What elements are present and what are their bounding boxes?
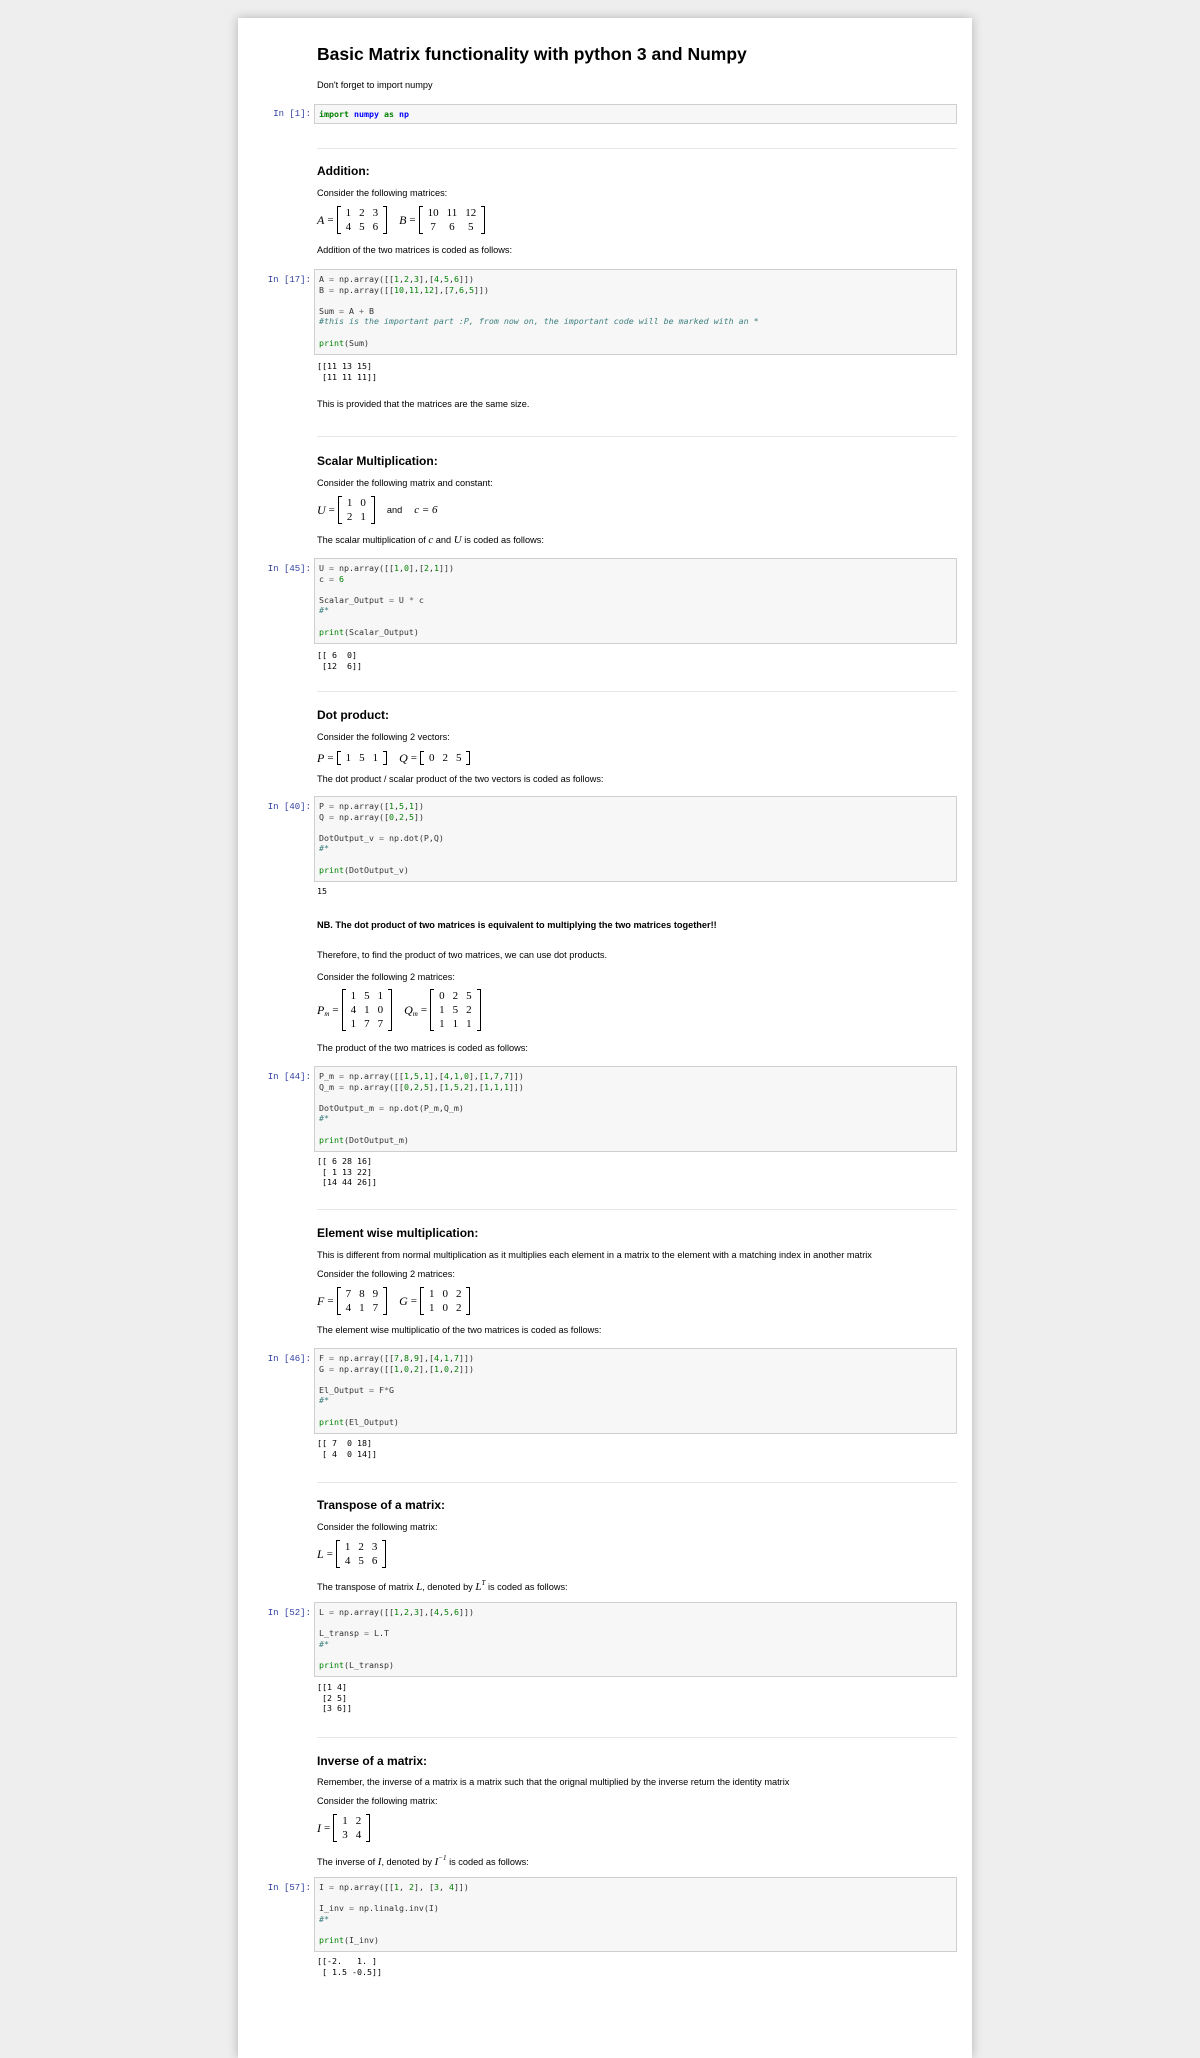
code-cell-dot-matrix[interactable]: P_m = np.array([[1,5,1],[4,1,0],[1,7,7]]) Q_m = np.array([[0,2,5],[1,5,2],[1,1,1]]) DotOutput_m = np.dot(P_m,Q_m) #* print(DotOutput_m) [314,1066,957,1152]
matrix-entry: 0 [428,752,435,764]
left-bracket [337,206,341,234]
matrix-entry: 3 [342,1829,348,1841]
matrix-entry: 3 [372,207,379,219]
matrix-entry: 0 [442,1288,448,1300]
left-bracket [342,989,346,1031]
addition-text-2: Addition of the two matrices is coded as follows: [317,245,513,255]
matrix-entry: 7 [430,221,436,233]
matrix-entry: 1 [428,1302,435,1314]
matrix-entry: 4 [345,1302,352,1314]
matrix-equation-U: U = 1 0 2 1 and c = 6 [317,497,438,523]
cell-prompt: In [44]: [267,1072,311,1082]
matrix-equation-I: I = 1 2 3 4 [317,1812,370,1844]
matrix-entry: 3 [371,1541,378,1553]
dot-heading: Dot product: [317,708,389,722]
output-inverse: [[-2. 1. ] [ 1.5 -0.5]] [317,1956,382,1977]
cell-prompt: In [40]: [267,802,311,812]
matrix-entry: 1 [345,207,352,219]
matrix-entry: 5 [359,221,365,233]
matrix-entry: 5 [467,221,474,233]
matrix-equation-FG: F = 7 8 9 4 1 7 G = 1 0 2 1 0 2 [317,1285,470,1317]
left-bracket [333,1814,337,1842]
matrix-entry: 7 [377,1018,384,1030]
matrix-entry: 0 [360,497,366,509]
matrix-entry: 6 [371,1555,378,1567]
cell-prompt: In [57]: [267,1883,311,1893]
matrix-entry: 7 [372,1302,379,1314]
cell-prompt: In [52]: [267,1608,311,1618]
elementwise-text-3: The element wise multiplicatio of the two matrices is coded as follows: [317,1325,602,1335]
inverse-text-3: The inverse of I, denoted by $I^{-1}$ is coded as follows: [317,1854,529,1868]
matrix-entry: 10 [427,207,439,219]
matrix-entry: 8 [359,1288,365,1300]
matrix-entry: 2 [346,511,353,523]
left-bracket [337,751,341,765]
matrix-entry: 1 [377,990,384,1002]
matrix-entry: 1 [439,1018,445,1030]
matrix-L [336,1540,387,1568]
right-bracket [388,989,392,1031]
matrix-equation-AB: A = 1 2 3 4 5 6 B = 10 11 12 7 6 5 [317,204,485,236]
matrix-U [338,496,375,524]
matrix-entry: 1 [439,1004,445,1016]
matrix-entry: 0 [442,1302,448,1314]
transpose-heading: Transpose of a matrix: [317,1498,446,1512]
matrix-entry: 2 [452,990,459,1002]
code-cell-transpose[interactable]: L = np.array([[1,2,3],[4,5,6]]) L_transp = L.T #* print(L_transp) [314,1602,957,1677]
matrix-entry: 2 [355,1815,362,1827]
matrix-entry: 1 [345,752,352,764]
matrix-entry: 0 [377,1004,384,1016]
left-bracket [419,206,423,234]
cell-prompt: In [17]: [267,275,311,285]
addition-text-3: This is provided that the matrices are the same size. [317,399,530,409]
matrix-entry: 1 [428,1288,435,1300]
elementwise-text-1: This is different from normal multiplication as it multiplies each element in a matrix to the element with a matching index in another matrix [317,1250,872,1260]
dot-text-5: The product of the two matrices is coded as follows: [317,1043,528,1053]
matrix-entry: 6 [449,221,455,233]
matrix-entry: 7 [364,1018,370,1030]
matrix-entry: 1 [452,1018,459,1030]
scalar-text-2: The scalar multiplication of c and U is coded as follows: [317,534,544,546]
matrix-entry: 7 [345,1288,352,1300]
page-title: Basic Matrix functionality with python 3 and Numpy [317,44,747,64]
matrix-entry: 1 [350,990,357,1002]
elementwise-text-2: Consider the following 2 matrices: [317,1269,455,1279]
inverse-text-2: Consider the following matrix: [317,1796,438,1806]
right-bracket [383,751,387,765]
right-bracket [481,206,485,234]
matrix-entry: 1 [364,1004,370,1016]
matrix-entry: 1 [360,511,366,523]
dot-text-2: The dot product / scalar product of the two vectors is coded as follows: [317,774,604,784]
code-cell-inverse[interactable]: I = np.array([[1, 2], [3, 4]]) I_inv = np.linalg.inv(I) #* print(I_inv) [314,1877,957,1952]
matrix-entry: 1 [372,752,379,764]
matrix-entry: 1 [359,1302,365,1314]
code-cell-dot-vector[interactable]: P = np.array([1,5,1]) Q = np.array([0,2,5]) DotOutput_v = np.dot(P,Q) #* print(DotOutput_v) [314,796,957,882]
matrix-Pm [342,989,393,1031]
divider [317,148,957,149]
scalar-heading: Scalar Multiplication: [317,454,438,468]
output-elementwise: [[ 7 0 18] [ 4 0 14]] [317,1438,377,1459]
left-bracket [420,1287,424,1315]
matrix-A [337,206,388,234]
matrix-entry: 2 [455,1302,462,1314]
elementwise-heading: Element wise multiplication: [317,1226,479,1240]
matrix-entry: 5 [359,752,365,764]
left-bracket [430,989,434,1031]
right-bracket [371,496,375,524]
inverse-text-1: Remember, the inverse of a matrix is a matrix such that the orignal multiplied by the inverse return the identity matrix [317,1777,790,1787]
matrix-entry: 5 [452,1004,459,1016]
matrix-entry: 5 [358,1555,364,1567]
left-bracket [420,751,424,765]
divider [317,1482,957,1483]
right-bracket [382,1540,386,1568]
vector-equation-PQ: P = 1 5 1 Q = 0 2 5 [317,749,470,767]
matrix-entry: 5 [364,990,370,1002]
output-transpose: [[1 4] [2 5] [3 6]] [317,1682,352,1714]
matrix-entry: 12 [465,207,477,219]
addition-text-1: Consider the following matrices: [317,188,448,198]
left-bracket [336,1540,340,1568]
matrix-entry: 6 [372,221,379,233]
code-cell-import[interactable]: import numpy as np [314,104,957,124]
scalar-text-1: Consider the following matrix and constant: [317,478,493,488]
output-dot-matrix: [[ 6 28 16] [ 1 13 22] [14 44 26]] [317,1156,377,1188]
matrix-Qm [430,989,481,1031]
matrix-entry: 4 [350,1004,357,1016]
cell-prompt: In [45]: [267,564,311,574]
matrix-entry: 0 [439,990,445,1002]
matrix-entry: 5 [455,752,462,764]
output-addition: [[11 13 15] [11 11 11]] [317,361,377,382]
dot-text-1: Consider the following 2 vectors: [317,732,450,742]
left-bracket [338,496,342,524]
matrix-entry: 1 [466,1018,472,1030]
notebook-page [238,18,972,2058]
dot-nb-note: NB. The dot product of two matrices is equivalent to multiplying the two matrices together!! [317,920,717,930]
right-bracket [477,989,481,1031]
matrix-entry: 9 [372,1288,379,1300]
transpose-text-2: The transpose of matrix L, denoted by $L^T$ is coded as follows: [317,1579,568,1593]
transpose-text-1: Consider the following matrix: [317,1522,438,1532]
matrix-entry: 2 [442,752,448,764]
matrix-entry: 4 [355,1829,362,1841]
matrix-entry: 11 [446,207,458,219]
and-label: and [386,505,403,515]
matrix-entry: 1 [342,1815,348,1827]
matrix-entry: 2 [358,1541,364,1553]
right-bracket [383,206,387,234]
matrix-G [420,1287,471,1315]
code-cell-elementwise[interactable]: F = np.array([[7,8,9],[4,1,7]]) G = np.array([[1,0,2],[1,0,2]]) El_Output = F*G #* print(El_Output) [314,1348,957,1434]
right-bracket [466,1287,470,1315]
code-cell-scalar[interactable]: U = np.array([[1,0],[2,1]]) c = 6 Scalar_Output = U * c #* print(Scalar_Output) [314,558,957,644]
matrix-F [337,1287,388,1315]
divider [317,436,957,437]
intro-text: Don't forget to import numpy [317,80,433,90]
code-cell-addition[interactable]: A = np.array([[1,2,3],[4,5,6]]) B = np.array([[10,11,12],[7,6,5]]) Sum = A + B #this is the important part :P, from now on, the important code will be marked with an * print(Sum) [314,269,957,355]
matrix-entry: 5 [466,990,472,1002]
matrix-entry: 1 [344,1541,351,1553]
matrix-entry: 4 [345,221,352,233]
cell-prompt: In [46]: [267,1354,311,1364]
divider [317,1209,957,1210]
matrix-entry: 1 [346,497,353,509]
matrix-equation-L: L = 1 2 3 4 5 6 [317,1538,386,1570]
dot-text-4: Consider the following 2 matrices: [317,972,455,982]
vector-Q [420,751,471,765]
divider [317,1737,957,1738]
output-dot-vector: 15 [317,886,327,896]
dot-text-3: Therefore, to find the product of two matrices, we can use dot products. [317,950,608,960]
matrix-entry: 1 [350,1018,357,1030]
right-bracket [366,1814,370,1842]
matrix-B [419,206,486,234]
output-scalar: [[ 6 0] [12 6]] [317,650,362,671]
vector-P [337,751,388,765]
matrix-I [333,1814,370,1842]
addition-heading: Addition: [317,164,370,178]
matrix-equation-PmQm: $P_m$ = 1 5 1 4 1 0 1 7 7 $Q_m$ = 0 2 5 1 5 2 1 1 1 [317,987,481,1033]
inverse-heading: Inverse of a matrix: [317,1754,428,1768]
matrix-entry: 4 [344,1555,351,1567]
matrix-entry: 2 [455,1288,462,1300]
right-bracket [383,1287,387,1315]
matrix-entry: 2 [466,1004,472,1016]
right-bracket [466,751,470,765]
cell-prompt: In [1]: [273,109,311,119]
left-bracket [337,1287,341,1315]
constant-c: c = 6 [414,504,438,516]
divider [317,691,957,692]
matrix-entry: 2 [359,207,365,219]
